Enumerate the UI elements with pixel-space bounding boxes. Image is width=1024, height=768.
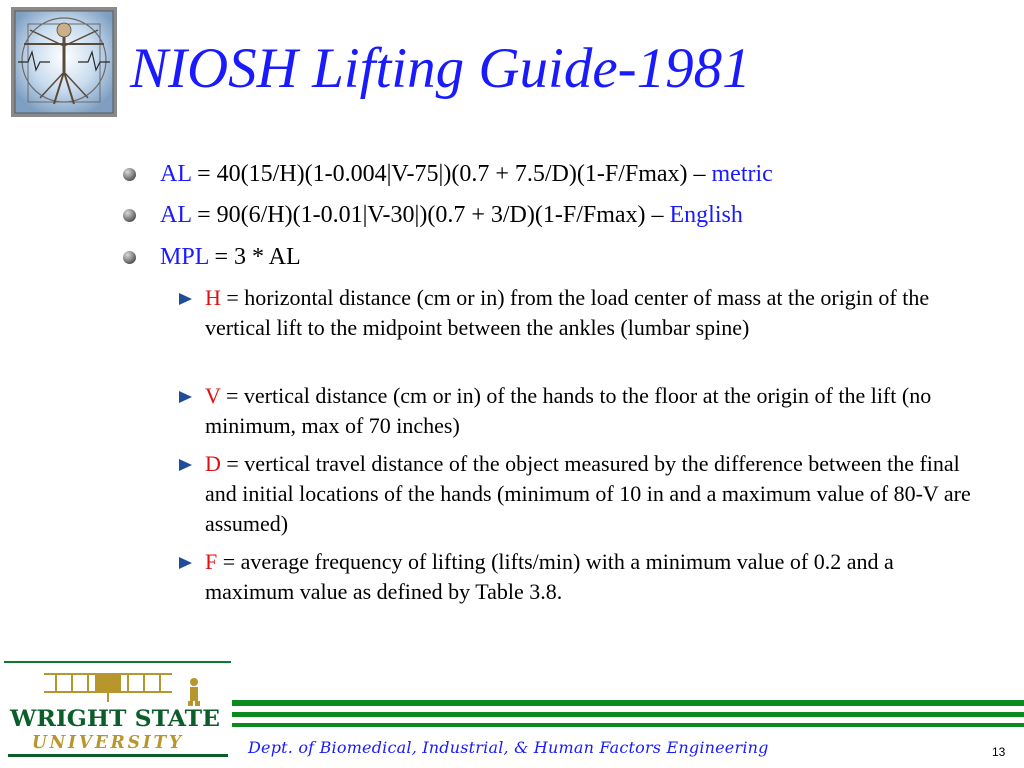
subbullet-term: V [205, 383, 221, 408]
subbullet-h [205, 283, 975, 343]
svg-text:UNIVERSITY: UNIVERSITY [32, 732, 184, 753]
triangle-bullet-icon [179, 391, 192, 403]
footer-stripe [232, 712, 1024, 717]
slide-title: NIOSH Lifting Guide-1981 [130, 37, 751, 100]
wright-state-logo-icon [4, 662, 232, 762]
bullet-term: AL [160, 202, 192, 228]
bullet-dot-icon [123, 209, 136, 222]
wright-state-logo [4, 662, 232, 762]
footer-department: Dept. of Biomedical, Industrial, & Human Factors Engineering [248, 738, 769, 757]
subbullet-term: F [205, 549, 218, 574]
footer-stripe [232, 723, 1024, 727]
bullet-al-metric [160, 160, 773, 189]
bullet-term: AL [160, 161, 192, 187]
subbullet-text: = vertical travel distance of the object measured by the difference between the final and initial locations of the hands (minimum of 10 in and a maximum value of 80-V are assumed) [205, 451, 971, 536]
bullet-text: = 40(15/H)(1-0.004|V-75|)(0.7 + 7.5/D)(1-F/Fmax) – [191, 161, 712, 187]
bullet-text: = 90(6/H)(1-0.01|V-30|)(0.7 + 3/D)(1-F/Fmax) – [191, 202, 670, 228]
slide-number: 13 [992, 745, 1006, 759]
bullet-suffix: metric [711, 161, 773, 187]
bullet-dot-icon [123, 251, 136, 264]
subbullet-v [205, 381, 975, 441]
bullet-term: MPL [160, 244, 209, 270]
triangle-bullet-icon [179, 293, 192, 305]
subbullet-text: = vertical distance (cm or in) of the hands to the floor at the origin of the lift (no minimum, max of 70 inches) [205, 383, 932, 438]
bullet-text: = 3 * AL [208, 244, 301, 270]
triangle-bullet-icon [179, 459, 192, 471]
subbullet-d [205, 449, 975, 539]
footer-stripe [232, 700, 1024, 706]
subbullet-text: = horizontal distance (cm or in) from the load center of mass at the origin of the vertical lift to the midpoint between the ankles (lumbar spine) [205, 285, 930, 340]
bullet-dot-icon [123, 168, 136, 181]
svg-text:WRIGHT STATE: WRIGHT STATE [8, 706, 220, 732]
vitruvian-man-logo [10, 6, 118, 118]
subbullet-f [205, 547, 975, 607]
subbullet-term: H [205, 285, 221, 310]
subbullet-term: D [205, 451, 221, 476]
bullet-mpl [160, 243, 301, 272]
bullet-suffix: English [669, 202, 743, 228]
triangle-bullet-icon [179, 557, 192, 569]
vitruvian-man-icon [10, 6, 118, 118]
subbullet-text: = average frequency of lifting (lifts/min) with a minimum value of 0.2 and a maximum value as defined by Table 3.8. [205, 549, 894, 604]
bullet-al-english [160, 201, 743, 230]
